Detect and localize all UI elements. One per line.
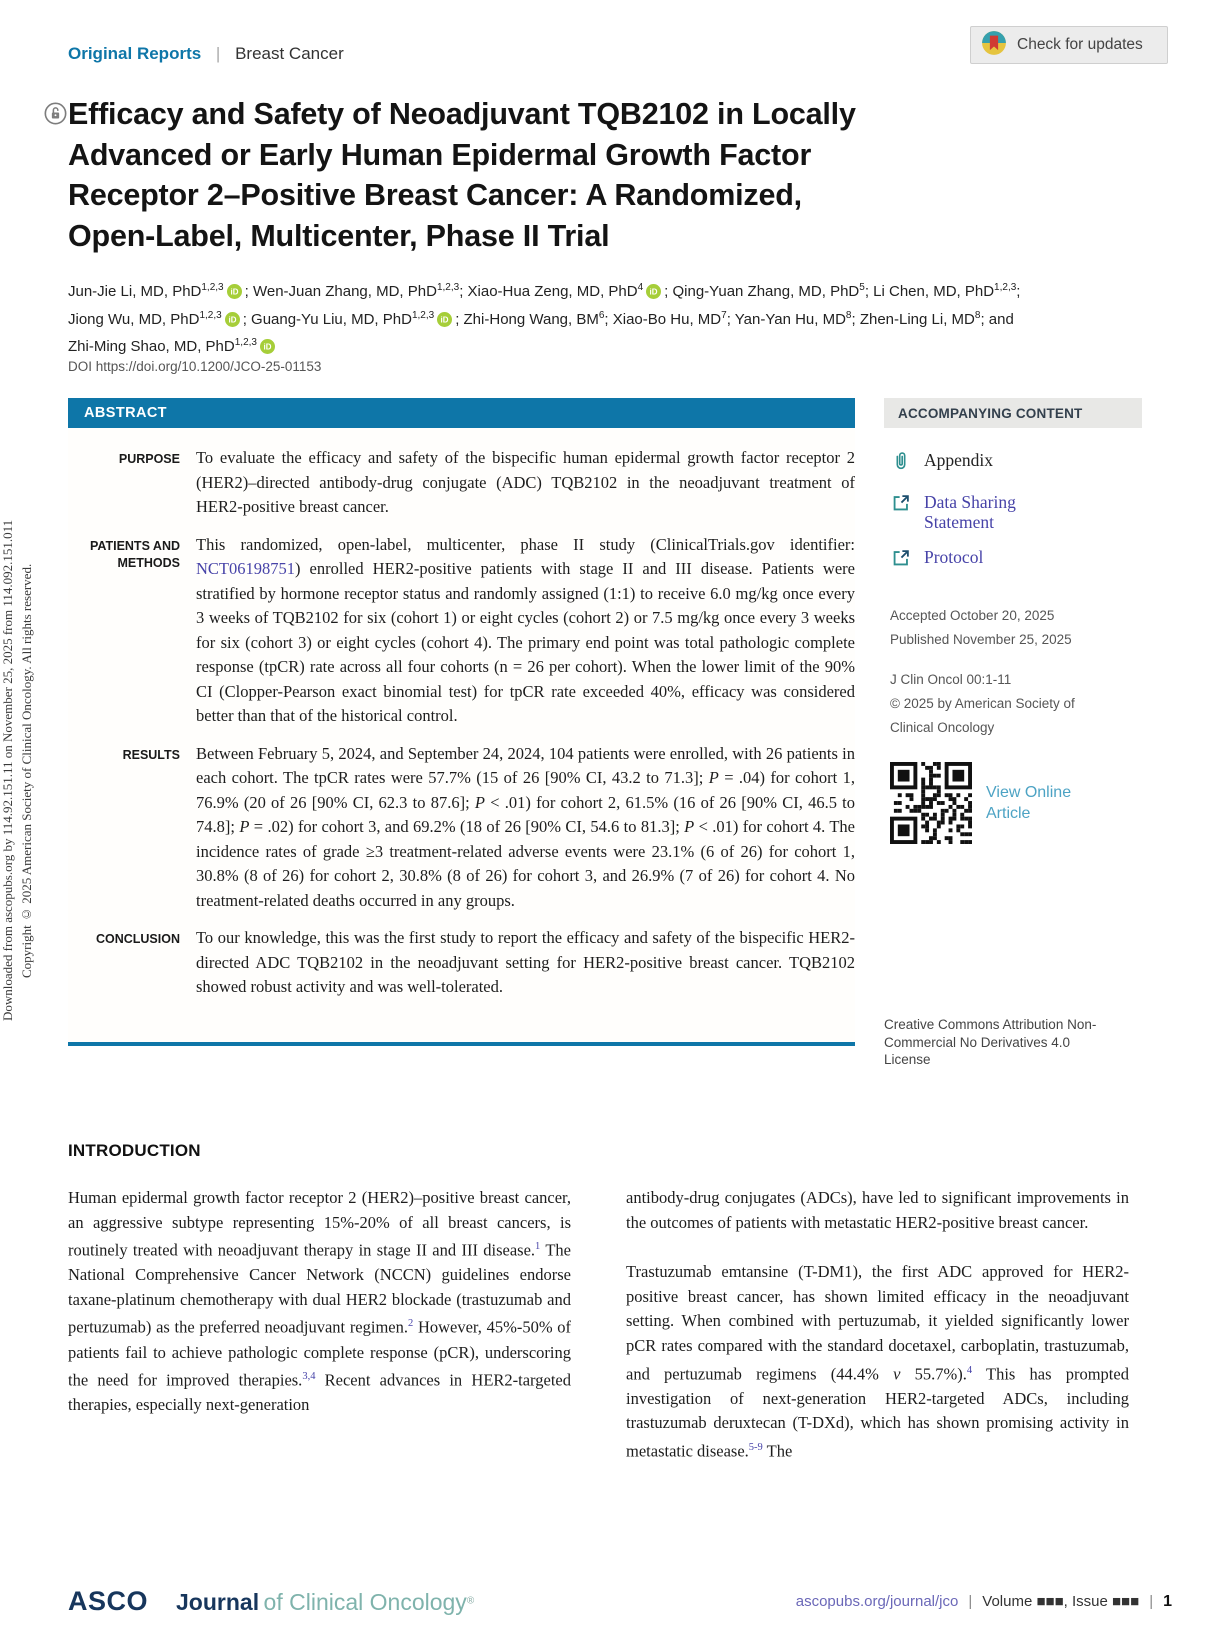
sidebar-link-label: Protocol <box>924 547 984 567</box>
article-category: Original Reports <box>68 44 202 63</box>
text-span: This randomized, open-label, multicenter, phase II study (ClinicalTrials.gov identifier: <box>196 534 855 554</box>
doi-label: DOI <box>68 359 93 374</box>
text-span: ) enrolled HER2-positive patients with stage II and III disease. Patients were stratified by hormone receptor status and randomly assigned (1:1) to receive 6.0 mg/kg once every 3 weeks of TQB2102 for six (cohort 1) or eight cycles (cohort 2) or 7.5 mg/kg once every 3 weeks for six (cohort 3) or eight cycles (cohort 4). The primary end point was total pathologic complete response (tpCR) rate across all four cohorts (n = 26 per cohort). When the lower limit of the 90% CI (Clopper-Pearson exact binomial test) for tpCR rate exceeded 40%, efficacy was considered better than that of the historical control. <box>196 559 855 725</box>
sidebar-link-label: Data Sharing Statement <box>924 492 1016 532</box>
text-span: ; Guang-Yu Liu, MD, PhD <box>242 310 412 328</box>
copyright-line: © 2025 by American Society of Clinical Oncology <box>890 696 1075 735</box>
abstract-sections <box>68 428 855 1000</box>
text-span: 1,2,3 <box>411 309 435 321</box>
text-span: To our knowledge, this was the first study to report the efficacy and safety of the bispecific HER2-directed ADC TQB2102 in the neoadjuvant setting for HER2-positive breast cancer. TQB2102 showed robust activity and was well-tolerated. <box>196 928 855 996</box>
paragraph <box>68 1186 571 1418</box>
text-span: ; Wen-Juan Zhang, MD, PhD <box>244 283 437 300</box>
title-line: Open-Label, Multicenter, Phase II Trial <box>68 218 610 253</box>
text-span: P <box>684 817 695 836</box>
paragraph <box>626 1260 1129 1464</box>
doi-line <box>68 359 321 374</box>
doi-url: https://doi.org/10.1200/JCO-25-01153 <box>95 359 322 374</box>
orcid-icon[interactable] <box>222 311 243 328</box>
abstract-section <box>68 742 855 914</box>
text-span: ; Xiao-Hua Zeng, MD, PhD <box>459 283 638 300</box>
orcid-icon[interactable] <box>257 338 278 355</box>
accompanying-content-panel <box>884 398 1142 844</box>
author-list <box>68 276 1118 359</box>
paperclip-icon <box>890 450 912 477</box>
reference-link[interactable]: 2 <box>408 1318 414 1330</box>
watermark-copyright-line: Copyright © 2025 American Society of Clinical Oncology. All rights reserved. <box>19 563 34 978</box>
text-span: Zhi-Ming Shao, MD, PhD <box>68 338 235 355</box>
abstract-section <box>68 446 855 520</box>
reference-link[interactable]: 1 <box>535 1241 541 1253</box>
left-column <box>68 1186 571 1489</box>
article-dates <box>884 604 1142 652</box>
author-line <box>68 304 1118 332</box>
text-span: 6 <box>598 309 605 321</box>
open-access-icon <box>44 102 67 125</box>
text-span: ; and <box>980 310 1014 328</box>
journal-logo: Journal of Clinical Oncology® <box>176 1589 475 1615</box>
title-line: Receptor 2–Positive Breast Cancer: A Randomized, <box>68 178 802 212</box>
svg-text:iD: iD <box>440 315 449 324</box>
abstract-section-text <box>196 533 855 729</box>
crossmark-icon <box>981 30 1007 61</box>
text-span: Recent advances in HER2-targeted therapies, especially next-generation <box>68 1370 571 1415</box>
reference-link[interactable]: 5-9 <box>748 1441 763 1453</box>
text-span: ; Li Chen, MD, PhD <box>864 283 995 300</box>
abstract-section-text <box>196 926 855 1000</box>
abstract-section-label: CONCLUSION <box>95 932 180 946</box>
orcid-icon[interactable] <box>224 283 245 300</box>
volume-issue: Volume ■■■, Issue ■■■ <box>982 1593 1140 1610</box>
right-column <box>626 1186 1129 1489</box>
author-line <box>68 276 1118 304</box>
title-line: Advanced or Early Human Epidermal Growth Factor <box>68 137 812 172</box>
page-number: 1 <box>1163 1592 1172 1610</box>
article-title <box>68 94 1088 256</box>
text-span: 4 <box>637 282 644 293</box>
text-span: The <box>762 1441 793 1461</box>
text-span: < .01) for cohort 4. The incidence rates of grade ≥3 treatment-related adverse events were 23.1% (6 of 26) for cohort 1, 30.8% (8 of 26) for cohort 2, 30.8% (8 of 26) for cohort 3, and 26.9% (7 of 26) for cohort 4. No treatment-related deaths occurred in any groups. <box>196 817 856 910</box>
text-span: Between February 5, 2024, and September 24, 2024, 104 patients were enrolled, with 26 patients in each cohort. The tpCR rates were 57.7% (15 of 26 [90% CI, 43.2 to 71.3]; <box>196 743 855 787</box>
sidebar-link-data-sharing-statement[interactable] <box>890 492 1142 532</box>
sidebar-link-protocol[interactable] <box>890 547 1142 574</box>
text-span: This has prompted investigation of next-generation HER2-targeted ADCs, including trastuzumab deruxtecan (T-DXd), which has shown promising activity in metastatic disease. <box>626 1364 1129 1461</box>
text-span: = .04) for cohort 1, 76.9% (20 of 26 [90% CI, 62.3 to 87.6]; <box>196 768 855 812</box>
svg-text:iD: iD <box>649 287 658 297</box>
text-span: Jun-Jie Li, MD, PhD <box>68 283 202 300</box>
abstract-section-label: PATIENTS AND METHODS <box>89 538 180 570</box>
orcid-icon[interactable] <box>434 311 455 328</box>
abstract-section <box>68 926 855 1000</box>
text-span: 5 <box>859 282 865 293</box>
text-span: 55.7%). <box>900 1364 967 1384</box>
check-for-updates-button[interactable] <box>970 26 1168 64</box>
text-span: ; Zhen-Ling Li, MD <box>851 310 975 328</box>
published-date: Published November 25, 2025 <box>890 632 1072 647</box>
registered-mark: ® <box>466 1595 475 1607</box>
kicker-separator: | <box>215 44 221 63</box>
text-span: v <box>893 1364 901 1384</box>
inline-link[interactable]: NCT06198751 <box>196 559 295 578</box>
journal-citation <box>884 668 1094 740</box>
qr-code[interactable] <box>890 762 972 844</box>
text-span: ; Xiao-Bo Hu, MD <box>604 310 722 328</box>
check-for-updates-label: Check for updates <box>1017 36 1143 53</box>
watermark-download-line: Downloaded from ascopubs.org by 114.92.151.11 on November 25, 2025 from 114.092.151.011 <box>0 519 15 1022</box>
side-watermark <box>0 398 42 1143</box>
text-span: Trastuzumab emtansine (T-DM1), the first ADC approved for HER2-positive breast cancer, has shown limited efficacy in the neoadjuvant setting. When combined with pertuzumab, it yielded significantly lower pCR rates compared with the standard docetaxel, carboplatin, trastuzumab, and pertuzumab regimens (44.4% <box>626 1262 1129 1384</box>
reference-link[interactable]: 4 <box>966 1364 973 1376</box>
external-icon <box>890 492 912 519</box>
accompanying-content-header: ACCOMPANYING CONTENT <box>884 398 1142 428</box>
svg-text:iD: iD <box>228 315 237 324</box>
license-note: Creative Commons Attribution Non-Commercial No Derivatives 4.0 License <box>884 1017 1097 1067</box>
text-span: = .02) for cohort 3, and 69.2% (18 of 26 [90% CI, 54.6 to 81.3]; <box>249 817 685 836</box>
title-line: Efficacy and Safety of Neoadjuvant TQB2102 in Locally <box>68 97 856 131</box>
text-span: < .01) for cohort 2, 61.5% (16 of 26 [90% CI, 46.5 to 74.8]; <box>196 792 855 836</box>
journal-ref: J Clin Oncol 00:1-11 <box>890 672 1012 687</box>
journal-brand <box>68 1586 474 1617</box>
accepted-date: Accepted October 20, 2025 <box>890 608 1055 623</box>
text-span: 1,2,3 <box>201 282 224 293</box>
abstract-section-text <box>196 742 855 914</box>
text-span: ; Zhi-Hong Wang, BM <box>455 310 599 328</box>
text-span: P <box>239 817 250 836</box>
text-span: 1,2,3 <box>994 282 1017 293</box>
reference-link[interactable]: 3,4 <box>302 1371 316 1383</box>
text-span: P <box>474 792 485 812</box>
page-footer <box>68 1586 1172 1617</box>
text-span: P <box>708 768 719 787</box>
sidebar-link-appendix[interactable] <box>890 450 1142 477</box>
text-span: However, 45%-50% of patients fail to achieve pathologic complete response (pCR), underscoring the need for improved therapies. <box>68 1317 571 1390</box>
text-span: 1,2,3 <box>199 309 222 321</box>
abstract-section-label: RESULTS <box>122 747 180 762</box>
text-span: ; Qing-Yuan Zhang, MD, PhD <box>664 283 860 300</box>
text-span: The National Comprehensive Cancer Network (NCCN) guidelines endorse taxane-platinum chemotherapy with dual HER2 blockade (trastuzumab and pertuzumab) as the preferred neoadjuvant regimen. <box>68 1240 571 1337</box>
qr-block <box>884 762 1142 844</box>
svg-text:iD: iD <box>230 287 239 297</box>
text-span: Jiong Wu, MD, PhD <box>68 310 200 328</box>
text-span: 1,2,3 <box>234 337 257 348</box>
asco-logo: ASCO <box>68 1586 149 1616</box>
abstract-heading-bar <box>68 398 855 428</box>
text-span: ; Yan-Yan Hu, MD <box>726 310 846 328</box>
sidebar-link-label: Appendix <box>924 450 994 470</box>
paragraph <box>626 1186 1129 1235</box>
footer-meta: ascopubs.org/journal/jco | Volume ■■■, Issue ■■■ | 1 <box>795 1592 1172 1610</box>
abstract-section-label: PURPOSE <box>118 452 180 466</box>
article-topic: Breast Cancer <box>235 44 344 63</box>
abstract-heading: ABSTRACT <box>84 405 167 421</box>
view-online-article-link[interactable]: View Online Article <box>986 784 1072 822</box>
text-span: ; <box>1016 283 1021 300</box>
text-span: Human epidermal growth factor receptor 2 (HER2)–positive breast cancer, an aggressive subtype representing 15%-20% of all breast cancers, is routinely treated with neoadjuvant therapy in stage II and III disease. <box>68 1188 571 1260</box>
abstract-section-text <box>196 446 855 520</box>
text-span: To evaluate the efficacy and safety of the bispecific human epidermal growth factor receptor 2 (HER2)–directed antibody-drug conjugate (ADC) TQB2102 in the neoadjuvant treatment of HER2-positive breast cancer. <box>196 448 855 516</box>
text-span: 8 <box>974 309 981 321</box>
svg-text:iD: iD <box>263 342 272 352</box>
text-span: antibody-drug conjugates (ADCs), have led to significant improvements in the outcomes of patients with metastatic HER2-positive breast cancer. <box>626 1188 1129 1232</box>
journal-url-link[interactable]: ascopubs.org/journal/jco <box>795 1593 959 1610</box>
text-span: 8 <box>845 309 852 321</box>
breadcrumb <box>68 44 344 64</box>
text-span: 7 <box>721 309 727 321</box>
accompanying-content-links <box>884 450 1142 574</box>
orcid-icon[interactable] <box>643 283 664 300</box>
abstract-section <box>68 533 855 729</box>
body-columns <box>68 1186 1130 1489</box>
introduction-heading: INTRODUCTION <box>68 1141 201 1160</box>
author-line <box>68 331 1118 359</box>
abstract-panel <box>68 398 855 1046</box>
external-icon <box>890 547 912 574</box>
text-span: 1,2,3 <box>436 282 460 293</box>
